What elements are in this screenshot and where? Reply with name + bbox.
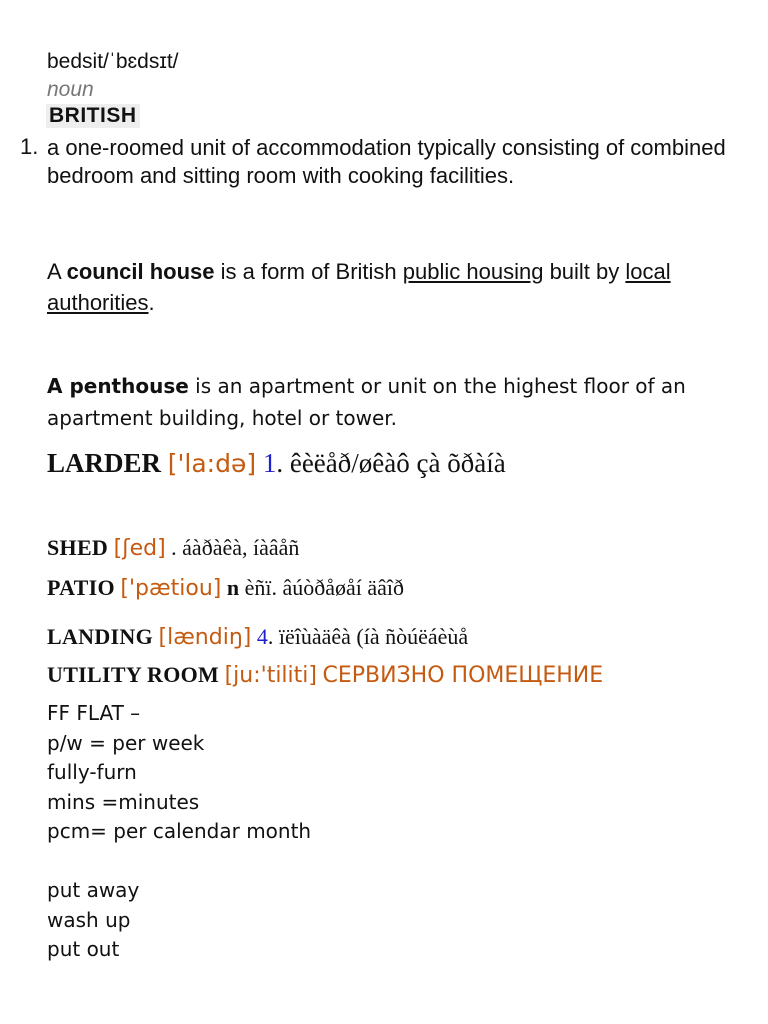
definition-text: a one-roomed unit of accommodation typically consisting of combined bedroom and sitting room with cooking facilities. — [47, 135, 726, 188]
council-middle: is a form of British — [214, 259, 403, 284]
patio-entry — [47, 575, 404, 601]
note-item: fully-furn — [47, 760, 137, 784]
note-item: pcm= per calendar month — [47, 819, 312, 843]
larder-translation: . êèëåð/øêàô çà õðàíà — [276, 448, 506, 478]
local-authorities-link[interactable]: local authorities — [47, 259, 671, 315]
shed-word: SHED — [47, 535, 109, 560]
note-item: put away — [47, 878, 140, 902]
patio-ipa: ['pætiou] — [120, 576, 222, 601]
council-prefix: A — [47, 259, 67, 284]
shed-ipa: [ʃed] — [113, 536, 166, 561]
patio-pos: n — [226, 575, 240, 600]
penthouse-rest: is an apartment or unit on the highest floor of an apartment building, hotel or tower. — [47, 374, 686, 430]
council-middle2: built by — [543, 259, 626, 284]
landing-entry — [47, 624, 468, 650]
council-suffix: . — [148, 290, 155, 315]
council-house-paragraph — [47, 256, 737, 318]
part-of-speech: noun — [47, 78, 94, 101]
region-label: BRITISH — [46, 104, 140, 128]
public-housing-link[interactable]: public housing — [402, 259, 544, 284]
utility-ipa: [ju:'tiliti] — [224, 663, 317, 688]
note-item — [47, 847, 647, 877]
penthouse-term: A penthouse — [47, 374, 189, 398]
larder-entry — [47, 448, 506, 479]
utility-room-entry — [47, 662, 603, 688]
landing-word: LANDING — [47, 624, 153, 649]
definition-number: 1. — [20, 134, 39, 159]
larder-ipa: ['la:də] — [167, 449, 257, 478]
patio-translation: èñï. âúòðåøåí äâîð — [239, 575, 405, 600]
shed-entry — [47, 535, 299, 561]
patio-word: PATIO — [47, 575, 115, 600]
landing-number: 4 — [256, 624, 268, 649]
note-item: wash up — [47, 907, 131, 932]
notes-list — [47, 699, 647, 965]
note-item: mins =minutes — [47, 789, 200, 814]
utility-word: UTILITY ROOM — [47, 662, 220, 687]
larder-number: 1 — [262, 448, 277, 478]
larder-word: LARDER — [47, 448, 162, 478]
note-item: p/w = per week — [47, 730, 205, 755]
note-item: FF FLAT – — [47, 701, 141, 725]
headword: bedsit/ˈbɛdsɪt/ — [47, 50, 179, 73]
utility-translation: СЕРВИЗНО ПОМЕЩЕНИЕ — [322, 663, 604, 688]
penthouse-paragraph — [47, 370, 747, 434]
council-house-term: council house — [66, 259, 215, 284]
note-item: put out — [47, 937, 120, 961]
landing-ipa: [lændiŋ] — [158, 625, 252, 650]
shed-translation: . áàðàêà, íàâåñ — [165, 535, 300, 560]
landing-translation: . ïëîùàäêà (íà ñòúëáèùå — [267, 624, 469, 649]
